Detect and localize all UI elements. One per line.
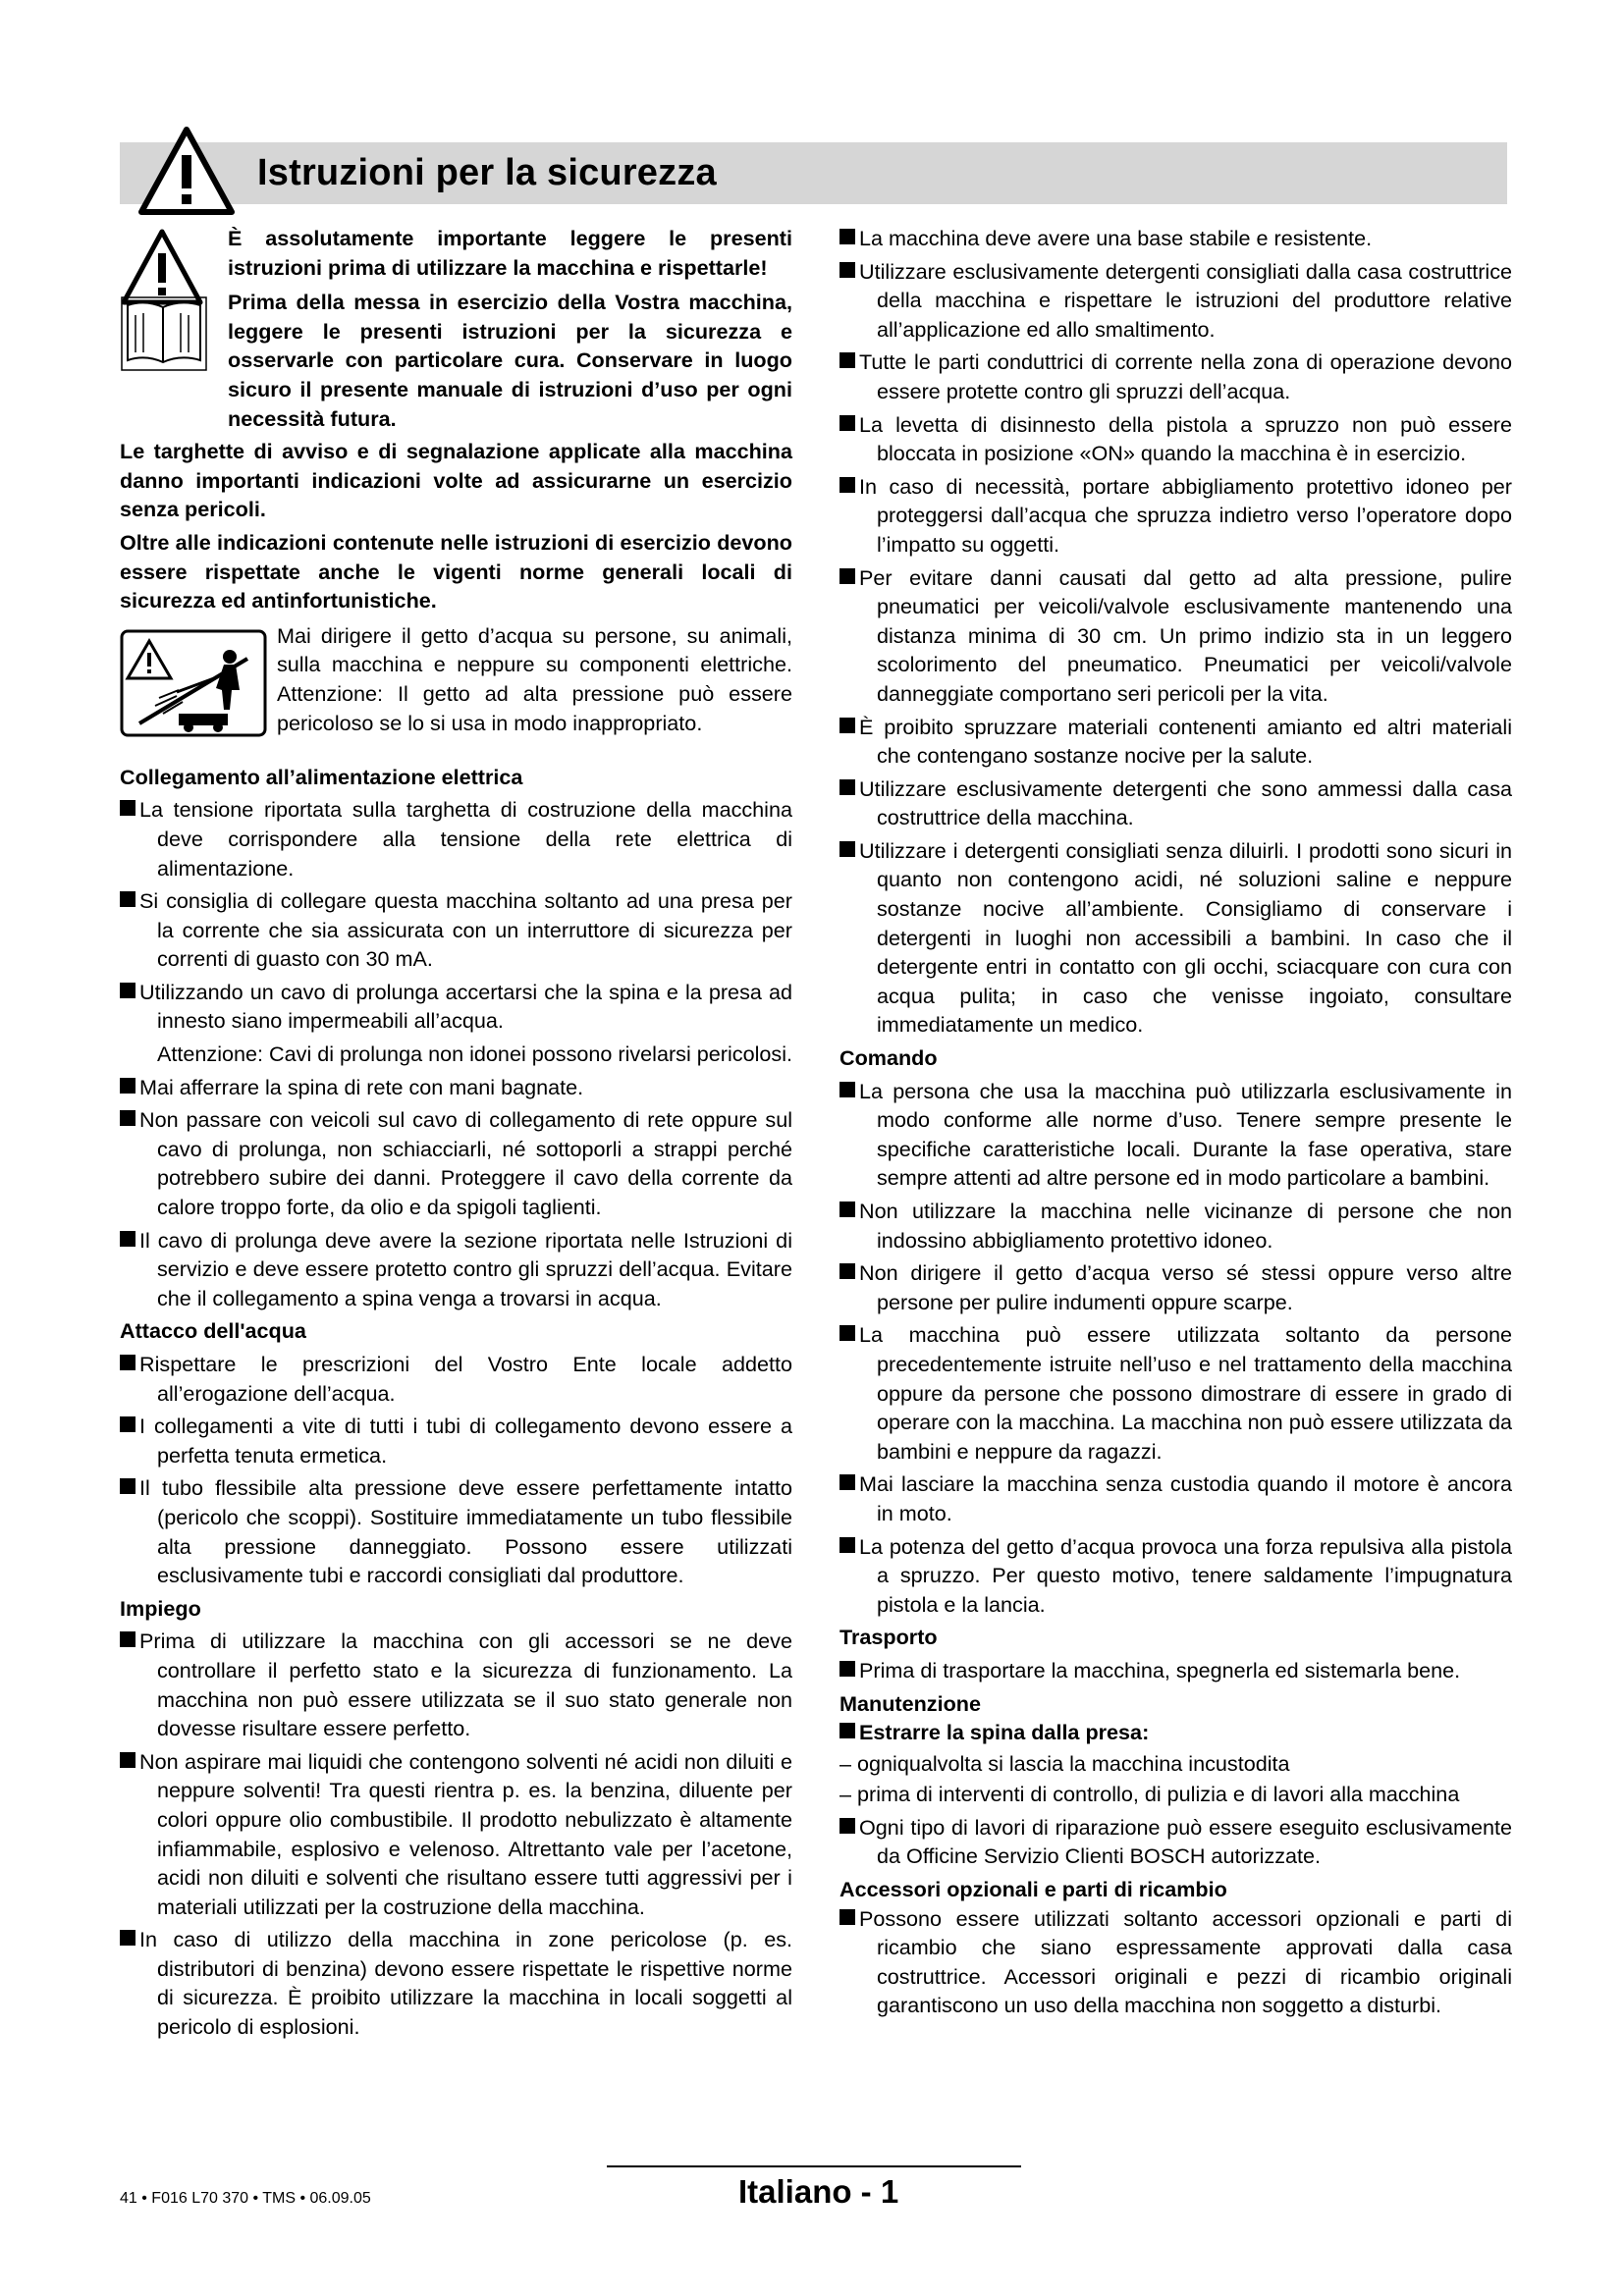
page-title: Istruzioni per la sicurezza (257, 152, 717, 193)
list-item-text: La macchina deve avere una base stabile e resistente. (859, 226, 1373, 250)
list-item-text: La potenza del getto d’acqua provoca una forza repulsiva alla pistola a spruzzo. Per questo motivo, tenere saldamente l’impugnatura pistola e la lancia. (859, 1533, 1512, 1617)
section-use-title: Impiego (120, 1595, 201, 1621)
section-electric-title: Collegamento all’alimentazione elettrica (120, 764, 523, 789)
manual-book-icon (120, 292, 208, 374)
spray-danger-pictogram-icon (120, 629, 267, 737)
list-item-text: Utilizzare esclusivamente detergenti che sono ammessi dalla casa costruttrice della macchina. (859, 775, 1512, 830)
list-item (839, 774, 1512, 832)
bullet-square-icon (120, 1355, 135, 1370)
list-item-text: Mai lasciare la macchina senza custodia quando il motore è ancora in moto. (859, 1471, 1512, 1525)
list-item (120, 1073, 792, 1102)
bullet-square-icon (120, 1078, 135, 1094)
list-item-text: Ogni tipo di lavori di riparazione può essere eseguito esclusivamente da Officine Servizio Clienti BOSCH autorizzate. (859, 1814, 1512, 1869)
list-item-text: Possono essere utilizzati soltanto accessori opzionali e parti di ricambio che siano espressamente approvati dalla casa costruttrice. Accessori originali e pezzi di ricambio originali garantiscono un uso della macchina non soggetto a disturbi. (859, 1905, 1512, 2018)
list-item-text: Non aspirare mai liquidi che contengono solventi né acidi non diluiti e neppure solventi! Tra questi rientra p. es. la benzina, diluente per colori oppure olio combustibile. Il prodotto nebulizzato è altamente infiammabile, esplosivo e velenoso. Altrettanto vale per l’acetone, acidi non diluiti e solventi che risultano essere tutti aggressivi per i materiali utilizzati per la costruzione della macchina. (139, 1748, 792, 1919)
list-item-text: Si consiglia di collegare questa macchina soltanto ad una presa per la corrente che sia assicurata con un interruttore di sicurezza per correnti di guasto con 30 mA. (139, 888, 792, 972)
extension-cable-note: Attenzione: Cavi di prolunga non idonei possono rivelarsi pericolosi. (157, 1041, 792, 1067)
list-item-text: Non dirigere il getto d’acqua verso sé stessi oppure verso altre persone per pulire indumenti oppure scarpe. (859, 1260, 1512, 1314)
bullet-square-icon (839, 229, 855, 244)
list-item (120, 1226, 792, 1313)
list-item (839, 1532, 1512, 1620)
list-item-text: Il cavo di prolunga deve avere la sezione riportata nelle Istruzioni di servizio e deve essere protetto contro gli spruzzi dell’acqua. Evitare che il collegamento a spina venga a trovarsi in acqua. (139, 1227, 792, 1310)
list-item-text: Prima di trasportare la macchina, spegnerla ed sistemarla bene. (859, 1657, 1461, 1682)
bullet-square-icon (839, 718, 855, 733)
left-column (120, 224, 792, 2042)
bullet-square-icon (120, 1416, 135, 1432)
bullet-square-icon (839, 1201, 855, 1217)
intro-warning-block (120, 224, 792, 282)
section-command-title: Comando (839, 1045, 938, 1071)
bullet-square-icon (839, 1082, 855, 1097)
dash-item: – prima di interventi di controllo, di pulizia e di lavori alla macchina (839, 1782, 1460, 1807)
list-item (120, 886, 792, 974)
section-water-title: Attacco dell'acqua (120, 1318, 306, 1344)
section-maintenance-title: Manutenzione (839, 1690, 981, 1716)
list-item (120, 1412, 792, 1469)
list-item (839, 1469, 1512, 1527)
list-item-text: La levetta di disinnesto della pistola a spruzzo non può essere bloccata in posizione «ON» quando la macchina è in esercizio. (859, 411, 1512, 466)
spray-warning-block (120, 621, 792, 759)
list-item (839, 1904, 1512, 2020)
footer-rule (607, 2165, 1021, 2167)
list-item-text: In caso di necessità, portare abbigliamento protettivo idoneo per proteggersi dall’acqua che spruzza indietro verso l’operatore dopo l’impatto su oggetti. (859, 473, 1512, 557)
list-item (839, 713, 1512, 771)
bullet-square-icon (120, 1478, 135, 1494)
list-item-text: Non utilizzare la macchina nelle vicinanze di persone che non indossino abbigliamento protettivo idoneo. (859, 1199, 1512, 1253)
list-item (120, 1473, 792, 1589)
list-item-text: Rispettare le prescrizioni del Vostro Ente locale addetto all’erogazione dell’acqua. (139, 1352, 792, 1406)
bullet-square-icon (839, 262, 855, 278)
list-item-text: I collegamenti a vite di tutti i tubi di collegamento devono essere a perfetta tenuta ermetica. (139, 1414, 792, 1468)
bullet-square-icon (839, 779, 855, 795)
list-item-text: È proibito spruzzare materiali contenenti amianto ed altri materiali che contengano sostanze nocive per la salute. (859, 714, 1512, 769)
list-item (839, 1656, 1512, 1685)
bullet-square-icon (120, 1930, 135, 1946)
list-item-text: Non passare con veicoli sul cavo di collegamento di rete oppure sul cavo di prolunga, non schiacciarli, né sottoporli a strappi perché potrebbero subire dei danni. Proteggere il cavo della corrente da calore troppo forte, da olio e da spigoli taglienti. (139, 1107, 792, 1220)
list-item-text: Utilizzare i detergenti consigliati senza diluirli. I prodotti sono sicuri in quanto non contengono acidi, né soluzioni saline e neppure sostanze nocive all’ambiente. Consigliamo di conservare i detergenti in luoghi non accessibili a bambini. In caso che il detergente entri in contatto con gli occhi, sciacquare con cura con acqua pulita; in caso che venisse ingoiato, consultare immediatamente un medico. (859, 837, 1512, 1038)
list-item (120, 795, 792, 882)
bullet-square-icon (839, 415, 855, 431)
bullet-square-icon (839, 1537, 855, 1553)
list-item (839, 563, 1512, 709)
intro-manual-text: Prima della messa in esercizio della Vostra macchina, leggere le presenti istruzioni per la sicurezza e osservarle con particolare cura. Conservare in luogo sicuro il presente manuale di istruzioni d’uso per ogni necessità futura. (228, 290, 792, 431)
list-item-text: La persona che usa la macchina può utilizzarla esclusivamente in modo conforme alle norme d’uso. Tenere sempre presente le specifiche caratteristiche locali. Durante la fase operativa, stare sempre attenti ad altre persone ed in modo particolare a bambini. (859, 1078, 1512, 1191)
list-item (120, 1627, 792, 1742)
list-item (120, 1350, 792, 1408)
list-item-text: Per evitare danni causati dal getto ad alta pressione, pulire pneumatici per veicoli/valvole esclusivamente mantenendo una distanza minima di 30 cm. Un primo indizio sta in un leggero scolorimento del pneumatico. Pneumatici per veicoli/valvole danneggiate comportano seri pericoli per la vita. (859, 564, 1512, 706)
list-item-text: Utilizzare esclusivamente detergenti consigliati dalla casa costruttrice della macchina e rispettare le istruzioni del produttore relative all’applicazione ed allo smaltimento. (859, 258, 1512, 342)
bullet-square-icon (839, 1263, 855, 1279)
list-item-text: La macchina può essere utilizzata soltanto da persone precedentemente istruite nell’uso e nel trattamento della macchina oppure da persone che possono dimostrare di essere in grado di operare con la macchina. La macchina non può essere utilizzata da bambini e neppure da ragazzi. (859, 1322, 1512, 1464)
list-item (839, 836, 1512, 1040)
list-item (839, 1813, 1512, 1871)
list-item (839, 1077, 1512, 1193)
bullet-square-icon (120, 1110, 135, 1126)
list-item (839, 257, 1512, 345)
spray-warning-text: Mai dirigere il getto d’acqua su persone, su animali, sulla macchina e neppure su componenti elettriche. Attenzione: Il getto ad alta pressione può essere pericoloso se lo si usa in modo inappropriato. (277, 622, 792, 735)
section-transport-title: Trasporto (839, 1625, 938, 1650)
bullet-square-icon (839, 1474, 855, 1490)
bullet-square-icon (839, 352, 855, 368)
bullet-square-icon (120, 1231, 135, 1247)
bullet-square-icon (839, 1818, 855, 1834)
section-accessories-title: Accessori opzionali e parti di ricambio (839, 1877, 1227, 1902)
list-item (839, 1718, 1512, 1747)
dash-item: – ogniqualvolta si lascia la macchina incustodita (839, 1750, 1290, 1776)
list-item-text: Il tubo flessibile alta pressione deve essere perfettamente intatto (pericolo che scoppi). Sostituire immediatamente un tubo flessibile alta pressione danneggiato. Possono essere utilizzati esclusivamente tubi e raccordi consigliati dal produttore. (139, 1475, 792, 1588)
bullet-square-icon (839, 477, 855, 493)
list-item-text: Utilizzando un cavo di prolunga accertarsi che la spina e la presa ad innesto siano impermeabili all’acqua. (139, 979, 792, 1034)
bullet-square-icon (839, 1661, 855, 1677)
list-item (839, 347, 1512, 405)
bullet-square-icon (839, 1723, 855, 1738)
bullet-square-icon (120, 1631, 135, 1647)
list-item (120, 1747, 792, 1922)
bullet-square-icon (120, 983, 135, 998)
labels-paragraph: Le targhette di avviso e di segnalazione applicate alla macchina danno importanti indicazioni volte ad assicurarne un esercizio senza pericoli. (120, 439, 792, 522)
list-item (839, 1258, 1512, 1316)
right-column (839, 224, 1512, 2020)
intro-manual-block (120, 288, 792, 433)
list-item-text: Mai afferrare la spina di rete con mani bagnate. (139, 1074, 584, 1099)
footer-page-label: Italiano - 1 (738, 2173, 899, 2210)
list-item (839, 1320, 1512, 1466)
list-item (839, 224, 1512, 253)
bullet-square-icon (120, 1752, 135, 1768)
list-item (120, 978, 792, 1036)
bullet-square-icon (839, 1909, 855, 1925)
bullet-square-icon (120, 800, 135, 816)
list-item-text: In caso di utilizzo della macchina in zone pericolose (p. es. distributori di benzina) devono essere rispettate le rispettive norme di sicurezza. È proibito utilizzare la macchina in locali soggetti al pericolo di esplosioni. (139, 1927, 792, 2040)
footer-document-code: 41 • F016 L70 370 • TMS • 06.09.05 (120, 2190, 371, 2207)
list-item (120, 1925, 792, 2041)
bullet-square-icon (839, 1325, 855, 1341)
list-item-text: La tensione riportata sulla targhetta di costruzione della macchina deve corrispondere alla tensione della rete elettrica di alimentazione. (139, 797, 792, 881)
list-item (839, 410, 1512, 468)
warning-triangle-icon (137, 126, 236, 216)
bullet-square-icon (839, 568, 855, 584)
list-item (839, 472, 1512, 560)
list-item (120, 1105, 792, 1221)
bullet-square-icon (120, 891, 135, 907)
list-item-text: Estrarre la spina dalla presa: (859, 1720, 1150, 1745)
intro-warning-text: È assolutamente importante leggere le presenti istruzioni prima di utilizzare la macchina e rispettarle! (228, 226, 792, 280)
list-item (839, 1197, 1512, 1255)
list-item-text: Tutte le parti conduttrici di corrente nella zona di operazione devono essere protette contro gli spruzzi dell’acqua. (859, 349, 1512, 403)
norms-paragraph: Oltre alle indicazioni contenute nelle istruzioni di esercizio devono essere rispettate anche le vigenti norme generali locali di sicurezza ed antinfortunistiche. (120, 529, 792, 614)
bullet-square-icon (839, 841, 855, 857)
list-item-text: Prima di utilizzare la macchina con gli accessori se ne deve controllare il perfetto stato e la sicurezza di funzionamento. La macchina non può essere utilizzata se il suo stato generale non dovesse risultare essere perfetto. (139, 1629, 792, 1741)
